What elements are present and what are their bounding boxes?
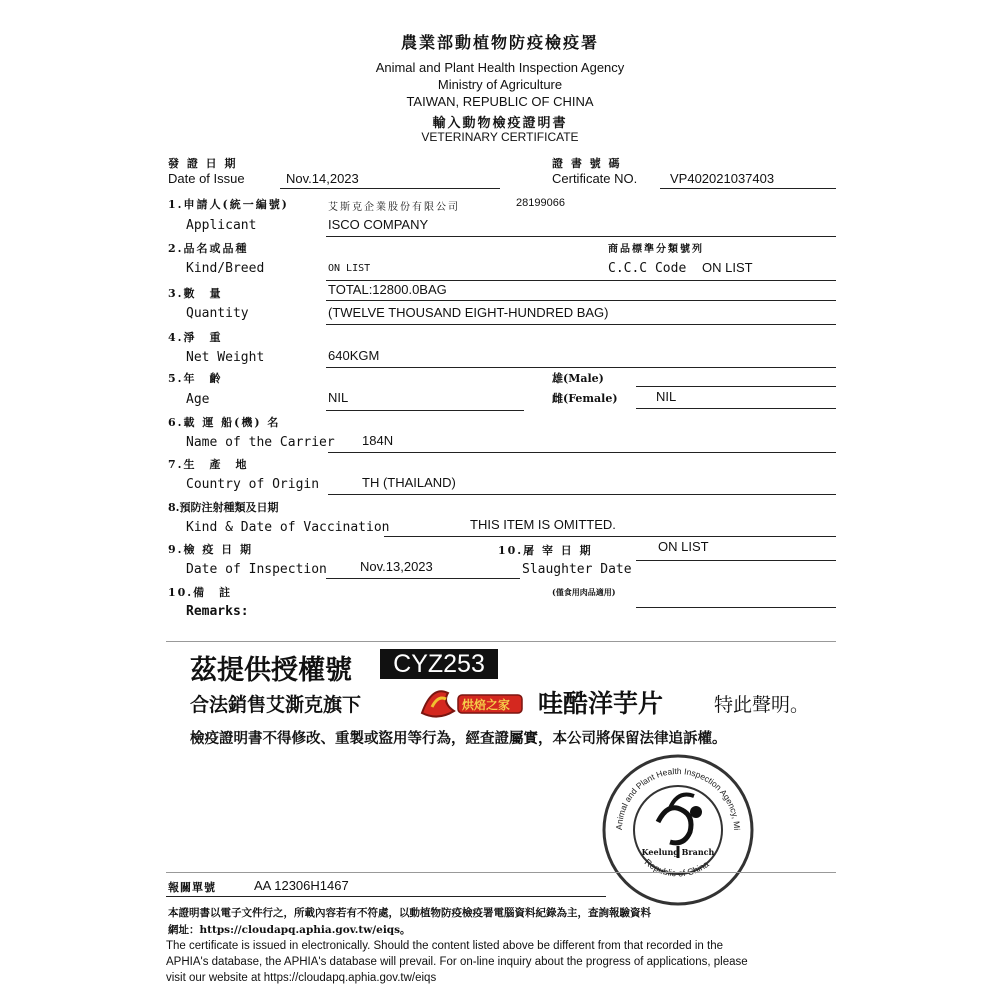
applicant-underline bbox=[326, 236, 836, 237]
quantity-underline-1 bbox=[326, 300, 836, 301]
kind-value: ON LIST bbox=[328, 263, 371, 274]
vaccination-underline bbox=[384, 536, 836, 537]
product-name: 哇酷洋芋片 bbox=[538, 689, 664, 718]
seal-text-bottom: Republic of China bbox=[642, 856, 711, 879]
applicant-value-zh: 艾斯克企業股份有限公司 bbox=[328, 202, 460, 213]
cert-no-label-zh: 證 書 號 碼 bbox=[552, 157, 622, 170]
vaccination-value: THIS ITEM IS OMITTED. bbox=[470, 517, 616, 532]
carrier-label-zh: 6.載 運 船(機) 名 bbox=[168, 416, 281, 429]
inspection-value: Nov.13,2023 bbox=[360, 559, 433, 574]
quantity-value-2: (TWELVE THOUSAND EIGHT-HUNDRED BAG) bbox=[328, 305, 609, 320]
report-no-value: AA 12306H1467 bbox=[254, 878, 349, 893]
slaughter-label-zh: 10.屠 宰 日 期 bbox=[498, 544, 593, 557]
carrier-underline bbox=[328, 452, 836, 453]
notice-line-2-prefix: 合法銷售艾澌克旗下 bbox=[190, 694, 362, 716]
female-label: 雌(Female) bbox=[552, 392, 618, 405]
overlay-top-rule bbox=[166, 641, 836, 642]
certificate-title-zh: 輸入動物檢疫證明書 bbox=[432, 116, 568, 131]
brand-logo-text: 烘焙之家 bbox=[462, 698, 511, 712]
ccc-value: ON LIST bbox=[702, 260, 753, 275]
weight-label-en: Net Weight bbox=[186, 350, 265, 365]
notice-zh-2: 網址：https://cloudapq.aphia.gov.tw/eiqs。 bbox=[168, 924, 411, 936]
remarks-underline bbox=[636, 607, 836, 608]
male-underline bbox=[636, 386, 836, 387]
applicant-label-en: Applicant bbox=[186, 218, 257, 233]
report-no-underline bbox=[166, 896, 606, 897]
issue-date-underline bbox=[280, 188, 500, 189]
cert-no-label-en: Certificate NO. bbox=[552, 171, 638, 186]
slaughter-label-en: Slaughter Date bbox=[522, 562, 632, 577]
slaughter-value: ON LIST bbox=[658, 539, 709, 554]
agency-title-en: Animal and Plant Health Inspection Agency bbox=[375, 60, 625, 75]
cert-no-underline bbox=[660, 188, 836, 189]
seal-text-top: Animal and Plant Health Inspection Agency, Mi bbox=[613, 765, 743, 831]
quantity-underline-2 bbox=[326, 324, 836, 325]
notice-line-3: 檢疫證明書不得修改、重製或盜用等行為，經查證屬實，本公司將保留法律追訴權。 bbox=[190, 731, 727, 747]
origin-label-en: Country of Origin bbox=[186, 477, 320, 492]
authorization-label: 茲提供授權號 bbox=[190, 655, 352, 686]
remarks-label-en: Remarks: bbox=[186, 604, 249, 619]
weight-underline bbox=[326, 367, 836, 368]
report-no-label: 報關單號 bbox=[168, 881, 216, 894]
origin-label-zh: 7.生 產 地 bbox=[168, 458, 249, 471]
notice-en-1: The certificate is issued in electronically. Should the content listed above be different from that recorded in the bbox=[166, 940, 723, 952]
svg-text:Republic of China bbox=[643, 857, 711, 879]
age-value: NIL bbox=[328, 390, 349, 405]
notice-line-2-suffix: 特此聲明。 bbox=[714, 694, 810, 716]
ministry-title: Ministry of Agriculture bbox=[437, 77, 563, 92]
agency-title-zh: 農業部動植物防疫檢疫署 bbox=[400, 33, 599, 52]
age-label-zh: 5.年 齡 bbox=[168, 372, 223, 385]
carrier-label-en: Name of the Carrier bbox=[186, 435, 335, 450]
notice-en-2: APHIA's database, the APHIA's database will prevail. For on-line inquiry about the progress of applications, please bbox=[166, 956, 748, 968]
quantity-value-1: TOTAL:12800.0BAG bbox=[328, 282, 447, 297]
ccc-label-en: C.C.C Code bbox=[608, 261, 687, 276]
quantity-label-en: Quantity bbox=[186, 306, 249, 321]
footer-top-rule bbox=[166, 872, 836, 873]
female-underline bbox=[636, 408, 836, 409]
kind-label-zh: 2.品名或品種 bbox=[168, 242, 249, 255]
ccc-label-zh: 商品標準分類號列 bbox=[608, 244, 704, 255]
origin-underline bbox=[328, 494, 836, 495]
certificate-title-en: VETERINARY CERTIFICATE bbox=[421, 130, 579, 144]
sex-value: NIL bbox=[656, 389, 677, 404]
inspection-label-en: Date of Inspection bbox=[186, 562, 327, 577]
kind-label-en: Kind/Breed bbox=[186, 261, 265, 276]
age-underline bbox=[326, 410, 524, 411]
weight-label-zh: 4.淨 重 bbox=[168, 331, 223, 344]
applicant-label-zh: 1.申請人(統一編號) bbox=[168, 198, 289, 211]
weight-value: 640KGM bbox=[328, 348, 380, 363]
carrier-value: 184N bbox=[362, 433, 394, 448]
seal-graphic bbox=[598, 750, 758, 910]
kind-underline bbox=[326, 280, 836, 281]
seal-branch: Keelung Branch bbox=[641, 847, 715, 857]
vaccination-label-en: Kind & Date of Vaccination bbox=[186, 520, 390, 535]
notice-zh-1: 本證明書以電子文件行之，所載內容若有不符處，以動植物防疫檢疫署電腦資料紀錄為主，查詢報驗資料 bbox=[168, 907, 651, 919]
inspection-underline bbox=[326, 578, 520, 579]
age-label-en: Age bbox=[186, 392, 210, 407]
slaughter-underline bbox=[636, 560, 836, 561]
notice-en-3: visit our website at https://cloudapq.aphia.gov.tw/eiqs bbox=[166, 972, 437, 984]
slaughter-note: (僅食用肉品適用) bbox=[552, 587, 616, 597]
issue-date-value: Nov.14,2023 bbox=[286, 171, 359, 186]
vaccination-label-zh: 8.預防注射種類及日期 bbox=[168, 501, 279, 514]
official-seal bbox=[598, 750, 758, 910]
inspection-label-zh: 9.檢 疫 日 期 bbox=[168, 543, 253, 556]
quantity-label-zh: 3.數 量 bbox=[168, 287, 223, 300]
male-label: 雄(Male) bbox=[552, 372, 604, 385]
cert-no-value: VP402021037403 bbox=[670, 171, 775, 186]
issue-date-label-zh: 發 證 日 期 bbox=[168, 157, 238, 170]
applicant-value: ISCO COMPANY bbox=[328, 217, 429, 232]
origin-value: TH (THAILAND) bbox=[362, 475, 456, 490]
remarks-label-zh: 10.備 註 bbox=[168, 586, 233, 599]
authorization-code: CYZ253 bbox=[393, 650, 485, 678]
issue-date-label-en: Date of Issue bbox=[168, 171, 245, 186]
brand-logo bbox=[418, 683, 526, 721]
country-title: TAIWAN, REPUBLIC OF CHINA bbox=[406, 94, 594, 109]
applicant-id: 28199066 bbox=[516, 197, 565, 209]
